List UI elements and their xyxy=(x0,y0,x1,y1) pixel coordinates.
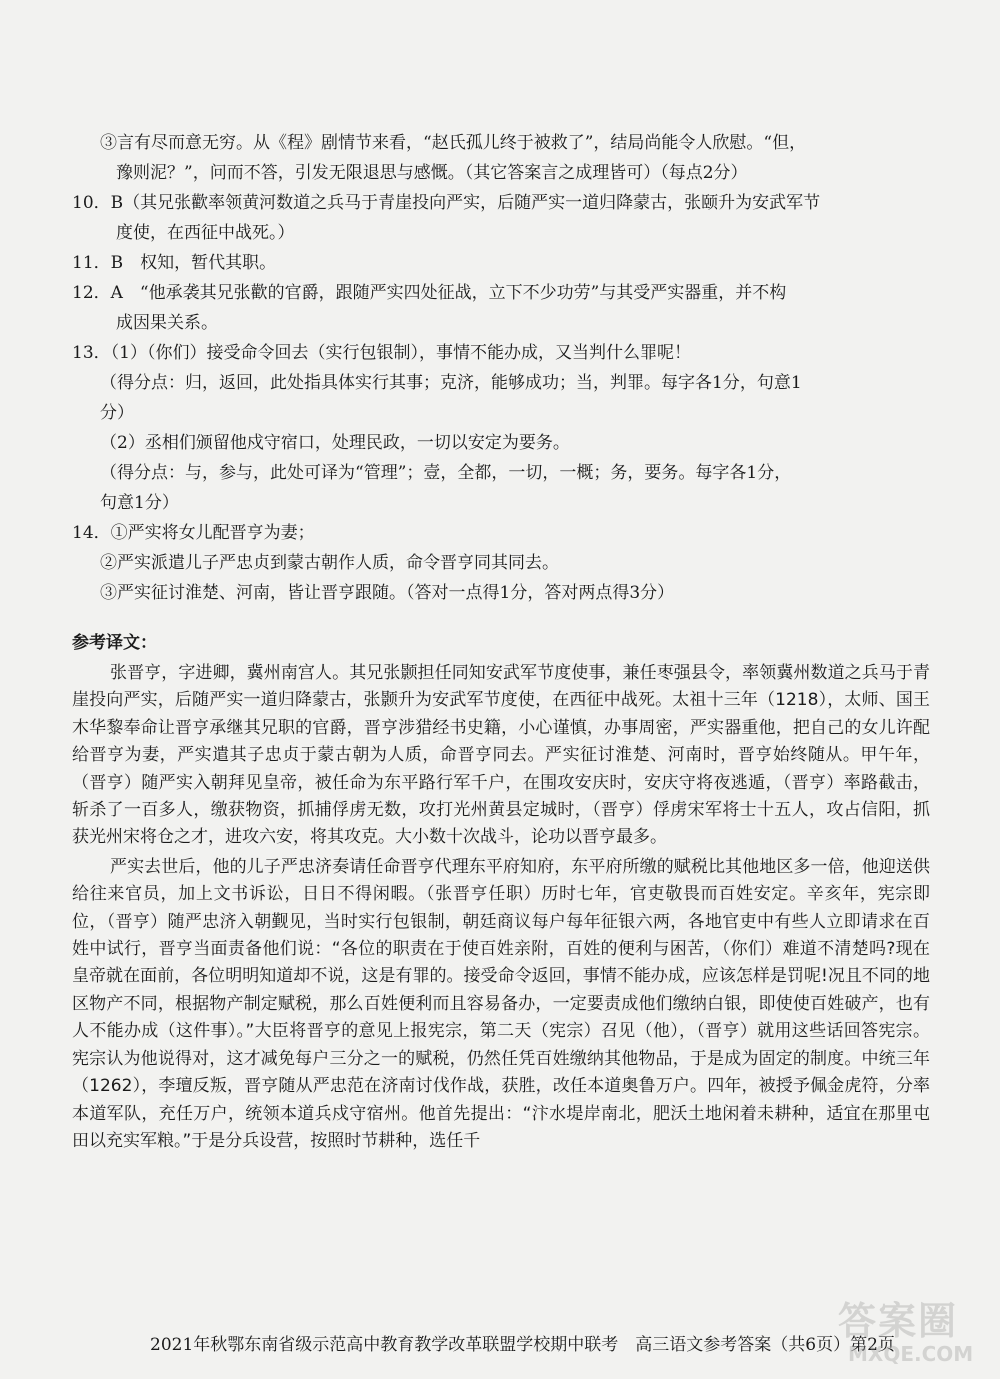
translation-heading: 参考译文： xyxy=(72,633,157,653)
watermark-text: 答案圈 xyxy=(838,1299,959,1343)
q13-2-points-a: （得分点：与，参与，此处可译为“管理”；壹，全都，一切，一概；务，要务。每字各1分， xyxy=(100,463,792,483)
translation-paragraph-2: 严实去世后，他的儿子严忠济奏请任命晋亨代理东平府知府，东平府所缴的赋税比其他地区多一倍，他迎送供给往来官员，加上文书诉讼，日日不得闲暇。（张晋亨任职）历时七年，官吏敬畏而百姓安定。辛亥年，宪宗即位，（晋亨）随严忠济入朝觐见，当时实行包银制，朝廷商议每户每年征银六两，各地官吏中有些人立即请求在百姓中试行，晋亨当面责备他们说：“各位的职责在于使百姓亲附，百姓的便利与困苦，（你们）难道不清楚吗?现在皇帝就在面前，各位明明知道却不说，这是有罪的。接受命令返回，事情不能办成，应该怎样是罚呢!况且不同的地区物产不同，根据物产制定赋税，那么百姓便利而且容易备办，一定要责成他们缴纳白银，即使使百姓破产，也有人不能办成（这件事）。”大臣将晋亨的意见上报宪宗，第二天（宪宗）召见（他），（晋亨）就用这些话回答宪宗。宪宗认为他说得对，这才减免每户三分之一的赋税，仍然任凭百姓缴纳其他物品，于是成为固定的制度。中统三年（1262），李璮反叛，晋亨随从严忠范在济南讨伐作战，获胜，改任本道奥鲁万户。四年，被授予佩金虎符，分率本道军队，充任万户，统领本道兵戍守宿州。他首先提出：“汴水堤岸南北，肥沃土地闲着未耕种，适宜在那里屯田以充实军粮。”于是分兵设营，按照时节耕种，选任千 xyxy=(72,856,930,1151)
q13-1-points-b: 分） xyxy=(100,403,134,423)
q13-1: 13．（1）（你们）接受命令回去（实行包银制），事情不能办成，又当判什么罪呢！ xyxy=(72,343,691,363)
q10-line1: 10．B（其兄张歡率领黄河数道之兵马于青崖投向严实，后随严实一道归降蒙古，张颐升为安武军节 xyxy=(72,193,821,213)
translation-paragraph-1: 张晋亨，字进卿，冀州南宫人。其兄张颢担任同知安武军节度使事，兼任枣强县令，率领冀州数道之兵马于青崖投向严实，后随严实一道归降蒙古，张颢升为安武军节度使，在西征中战死。太祖十三年（1218），太师、国王木华黎奉命让晋亨承继其兄职的官爵，晋亨涉猎经书史籍，小心谨慎，办事周密，严实器重他，把自己的女儿许配给晋亨为妻，严实遣其子忠贞于蒙古朝为人质，命晋亨同去。严实征讨淮楚、河南时，晋亨始终随从。甲午年，（晋亨）随严实入朝拜见皇帝，被任命为东平路行军千户，在围攻安庆时，安庆守将夜逃遁，（晋亨）率路截击，斩杀了一百多人，缴获物资，抓捕俘虏无数，攻打光州黄县定城时，（晋亨）俘虏宋军将士十五人，攻占信阳，抓获光州宋将仓之才，进攻六安，将其攻克。大小数十次战斗，论功以晋亨最多。 xyxy=(72,663,930,848)
q12-line1: 12．A “他承袭其兄张歡的官爵，跟随严实四处征战，立下不少功劳”与其受严实器重，并不构 xyxy=(72,283,787,303)
watermark-logo xyxy=(838,1290,978,1370)
answer-block xyxy=(72,128,932,608)
q14-2: ②严实派遣儿子严忠贞到蒙古朝作人质，命令晋亨同其同去。 xyxy=(100,553,559,573)
watermark-url: MXQE.COM xyxy=(848,1342,974,1366)
q12-line2: 成因果关系。 xyxy=(116,313,218,333)
q14-3: ③严实征讨淮楚、河南，皆让晋亨跟随。（答对一点得1分，答对两点得3分） xyxy=(100,583,675,603)
translation-body xyxy=(72,660,930,1155)
q14-1: 14．①严实将女儿配晋亨为妻； xyxy=(72,523,315,543)
q13-2: （2）丞相们颁留他戍守宿口，处理民政，一切以安定为要务。 xyxy=(100,433,570,453)
q9-3-line1: ③言有尽而意无穷。从《程》剧情节来看，“赵氏孤儿终于被救了”，结局尚能令人欣慰。“但， xyxy=(100,133,807,153)
q10-line2: 度使，在西征中战死。） xyxy=(116,223,295,243)
q13-1-points-a: （得分点：归，返回，此处指具体实行其事；克济，能够成功；当，判罪。每字各1分，句意1 xyxy=(100,373,802,393)
q9-3-line2: 豫则泥？”，问而不答，引发无限退思与感慨。（其它答案言之成理皆可）（每点2分） xyxy=(116,163,748,183)
q13-2-points-b: 句意1分） xyxy=(100,493,179,513)
q11: 11．B 权知，暂代其职。 xyxy=(72,253,277,273)
page-footer: 2021年秋鄂东南省级示范高中教育教学改革联盟学校期中联考 高三语文参考答案（共6页）第2页 xyxy=(150,1335,895,1355)
